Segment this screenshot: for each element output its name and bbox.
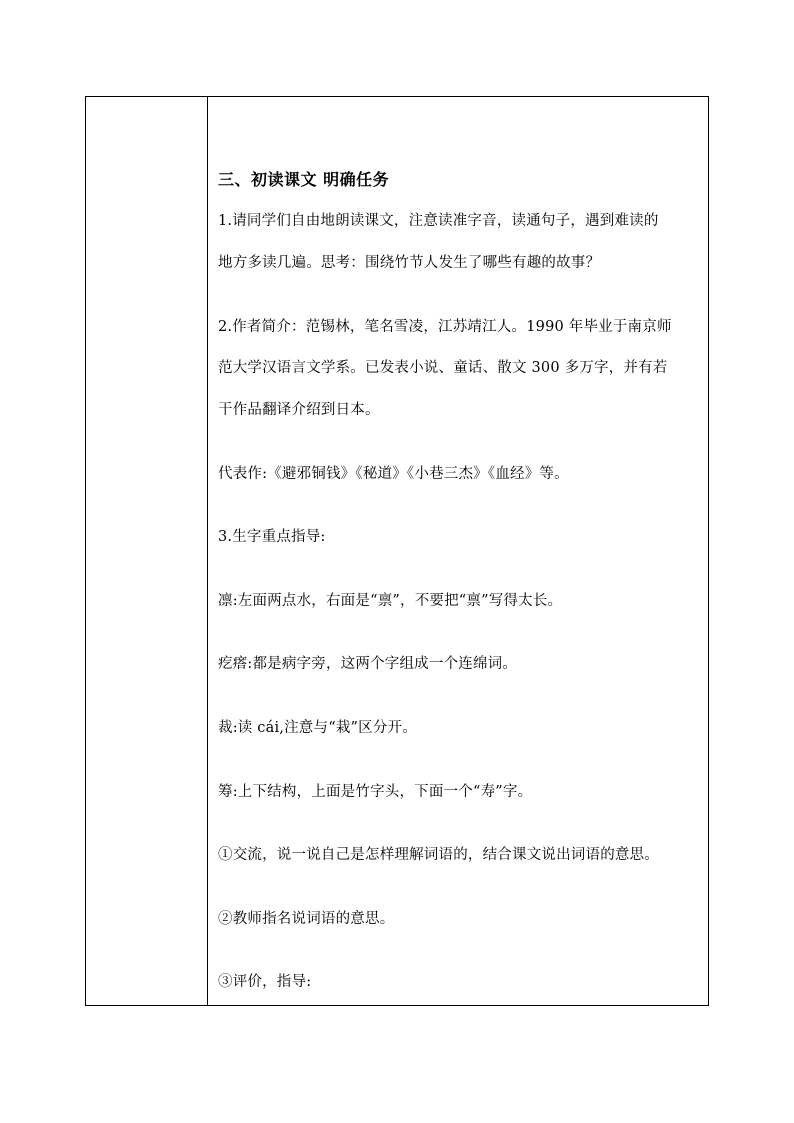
paragraph-line: 筹:上下结构，上面是竹字头，下面一个“寿”字。 [218, 784, 533, 800]
section-heading: 三、初读课文 明确任务 [218, 170, 390, 189]
paragraph-line: 1.请同学们自由地朗读课文，注意读准字音，读通句子，遇到难读的 [218, 213, 659, 229]
paragraph-line: ③评价，指导: [218, 974, 312, 990]
paragraph-line: 2.作者简介：范锡林，笔名雪凌，江苏靖江人。1990 年毕业于南京师 [218, 319, 672, 335]
paragraph-line: 3.生字重点指导: [218, 529, 326, 545]
content-column-cell [208, 97, 708, 1005]
paragraph-line: 范大学汉语言文学系。已发表小说、童话、散文 300 多万字，并有若 [218, 360, 668, 376]
paragraph-line: 地方多读几遍。思考：围绕竹节人发生了哪些有趣的故事？ [218, 255, 601, 271]
paragraph-line: 裁:读 cái,注意与“栽”区分开。 [218, 720, 417, 736]
left-column-cell [86, 97, 207, 1005]
lesson-table [85, 96, 709, 1006]
paragraph-line: 凛:左面两点水，右面是“禀”，不要把“禀”写得太长。 [218, 593, 563, 609]
paragraph-line: 代表作:《避邪铜钱》《秘道》《小巷三杰》《血经》等。 [218, 466, 569, 482]
paragraph-line: ①交流，说一说自己是怎样理解词语的，结合课文说出词语的意思。 [218, 847, 659, 863]
paragraph-line: ②教师指名说词语的意思。 [218, 911, 395, 927]
paragraph-line: 干作品翻译介绍到日本。 [218, 402, 380, 418]
paragraph-line: 疙瘩:都是病字旁，这两个字组成一个连绵词。 [218, 656, 518, 672]
